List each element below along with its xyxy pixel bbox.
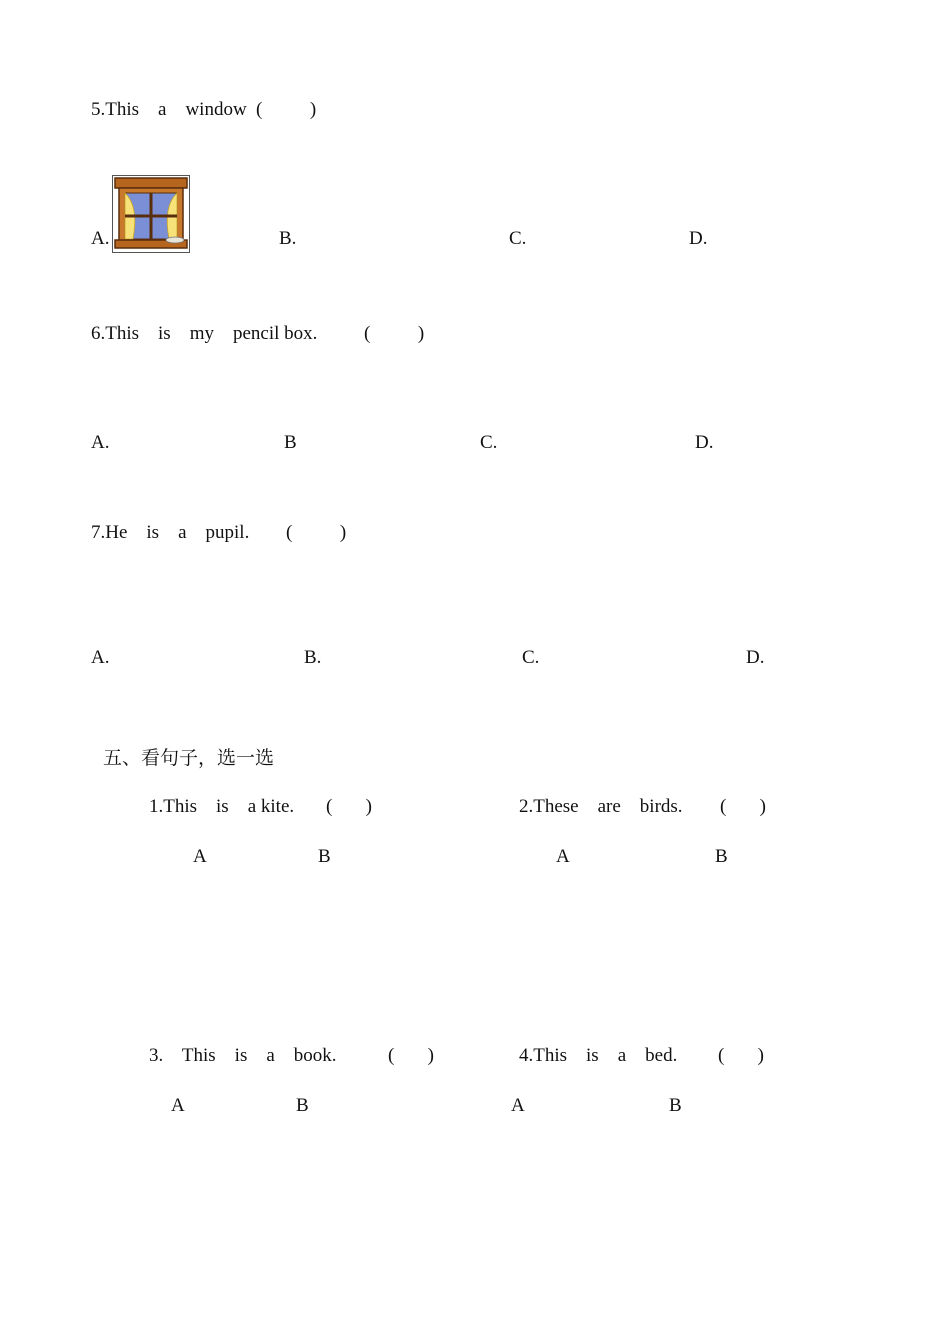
s5-item2-prompt: 2.These are birds.: [519, 796, 683, 817]
q6-prompt: 6.This is my pencil box.: [91, 323, 318, 344]
q7-option-c[interactable]: C.: [522, 647, 540, 668]
q7-option-d[interactable]: D.: [746, 647, 765, 668]
q5-option-c[interactable]: C.: [509, 228, 527, 249]
q5-option-a[interactable]: A.: [91, 228, 110, 249]
q5-prompt: 5.This a window: [91, 99, 247, 120]
s5-item3-option-b[interactable]: B: [296, 1095, 309, 1116]
q5-option-d[interactable]: D.: [689, 228, 708, 249]
q7-prompt: 7.He is a pupil.: [91, 522, 250, 543]
s5-item1-answer-paren: ( ): [326, 796, 372, 817]
section-heading: 五、看句子，选一选: [103, 747, 275, 769]
s5-item3-option-a[interactable]: A: [171, 1095, 185, 1116]
s5-item2-answer-paren: ( ): [720, 796, 766, 817]
s5-item3-answer-paren: ( ): [388, 1045, 434, 1066]
q7-answer-paren: ( ): [286, 522, 347, 543]
s5-item2-option-b[interactable]: B: [715, 846, 728, 867]
q6-option-b[interactable]: B: [284, 432, 297, 453]
q7-option-b[interactable]: B.: [304, 647, 322, 668]
s5-item4-answer-paren: ( ): [718, 1045, 764, 1066]
q5-option-b[interactable]: B.: [279, 228, 297, 249]
s5-item4-option-a[interactable]: A: [511, 1095, 525, 1116]
s5-item1-prompt: 1.This is a kite.: [149, 796, 295, 817]
q6-option-c[interactable]: C.: [480, 432, 498, 453]
q7-option-a[interactable]: A.: [91, 647, 110, 668]
window-icon: [112, 175, 190, 253]
q6-option-a[interactable]: A.: [91, 432, 110, 453]
q6-answer-paren: ( ): [364, 323, 425, 344]
s5-item4-prompt: 4.This is a bed.: [519, 1045, 678, 1066]
q6-option-d[interactable]: D.: [695, 432, 714, 453]
s5-item1-option-a[interactable]: A: [193, 846, 207, 867]
q5-answer-paren: ( ): [256, 99, 317, 120]
s5-item1-option-b[interactable]: B: [318, 846, 331, 867]
s5-item3-prompt: 3. This is a book.: [149, 1045, 337, 1066]
s5-item4-option-b[interactable]: B: [669, 1095, 682, 1116]
s5-item2-option-a[interactable]: A: [556, 846, 570, 867]
